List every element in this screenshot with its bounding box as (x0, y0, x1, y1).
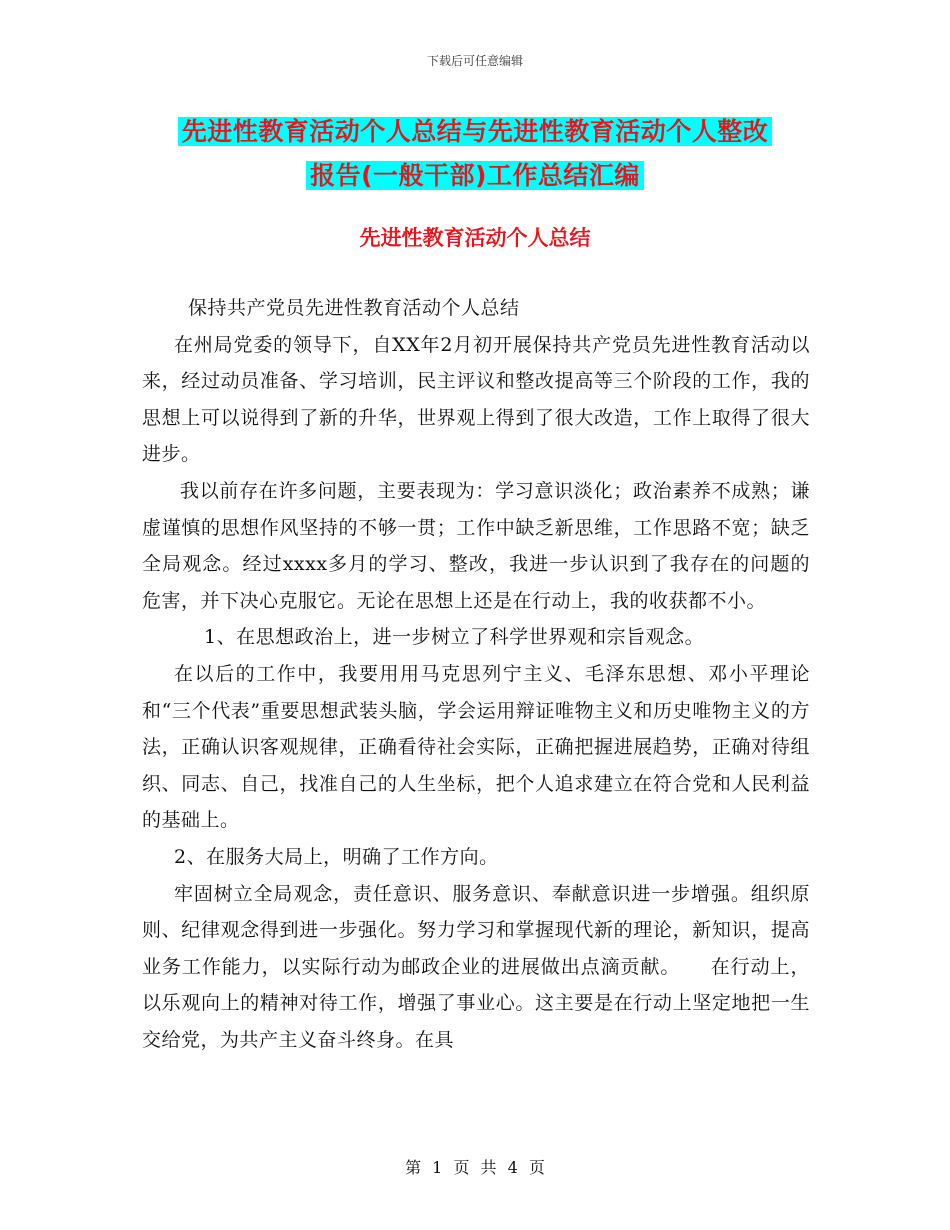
paragraph-subtitle: 保持共产党员先进性教育活动个人总结 (188, 297, 520, 319)
document-body (142, 290, 810, 1058)
section-title: 先进性教育活动个人总结 (359, 226, 591, 250)
document-title-line-1 (0, 112, 950, 148)
title-line-1-text: 先进性教育活动个人总结与先进性教育活动个人整改 (178, 117, 773, 146)
paragraph: 我以前存在许多问题，主要表现为：学习意识淡化；政治素养不成熟；谦虚谨慎的思想作风坚持的不够一贯；工作中缺乏新思维，工作思路不宽；缺乏全局观念。经过xxxx多月的学习、整改，我进一步认识到了我存在的问题的危害，并下决心克服它。无论在思想上还是在行动上，我的收获都不小。 (142, 479, 810, 612)
page-header-note: 下载后可任意编辑 (426, 54, 523, 68)
paragraph-heading-2: 2、在服务大局上，明确了工作方向。 (174, 845, 499, 868)
paragraph: 在以后的工作中，我要用用马克思列宁主义、毛泽东思想、邓小平理论和“三个代表”重要思想武装头脑，学会运用辩证唯物主义和历史唯物主义的方法，正确认识客观规律，正确看待社会实际，正确把握进展趋势，正确对待组织、同志、自己，找准自己的人生坐标，把个人追求建立在符合党和人民利益的基础上。 (142, 662, 810, 832)
title-line-2-text: 报告(一般干部)工作总结汇编 (306, 161, 644, 190)
paragraph: 牢固树立全局观念，责任意识、服务意识、奉献意识进一步增强。组织原则、纪律观念得到进一步强化。努力学习和掌握现代新的理论，新知识，提高业务工作能力，以实际行动为邮政企业的进展做出点滴贡献。 在行动上，以乐观向上的精神对待工作，增强了事业心。这主要是在行动上坚定地把一生交给党，为共产主义奋斗终身。在具 (142, 882, 810, 1051)
paragraph-heading-1: 1、在思想政治上，进一步树立了科学世界观和宗旨观念。 (204, 626, 705, 649)
paragraph: 在州局党委的领导下，自XX年2月初开展保持共产党员先进性教育活动以来，经过动员准备、学习培训，民主评议和整改提高等三个阶段的工作，我的思想上可以说得到了新的升华，世界观上得到了很大改造，工作上取得了很大进步。 (142, 333, 810, 466)
page-number-footer: 第 1 页 共 4 页 (405, 1158, 545, 1177)
document-title-line-2 (0, 156, 950, 192)
